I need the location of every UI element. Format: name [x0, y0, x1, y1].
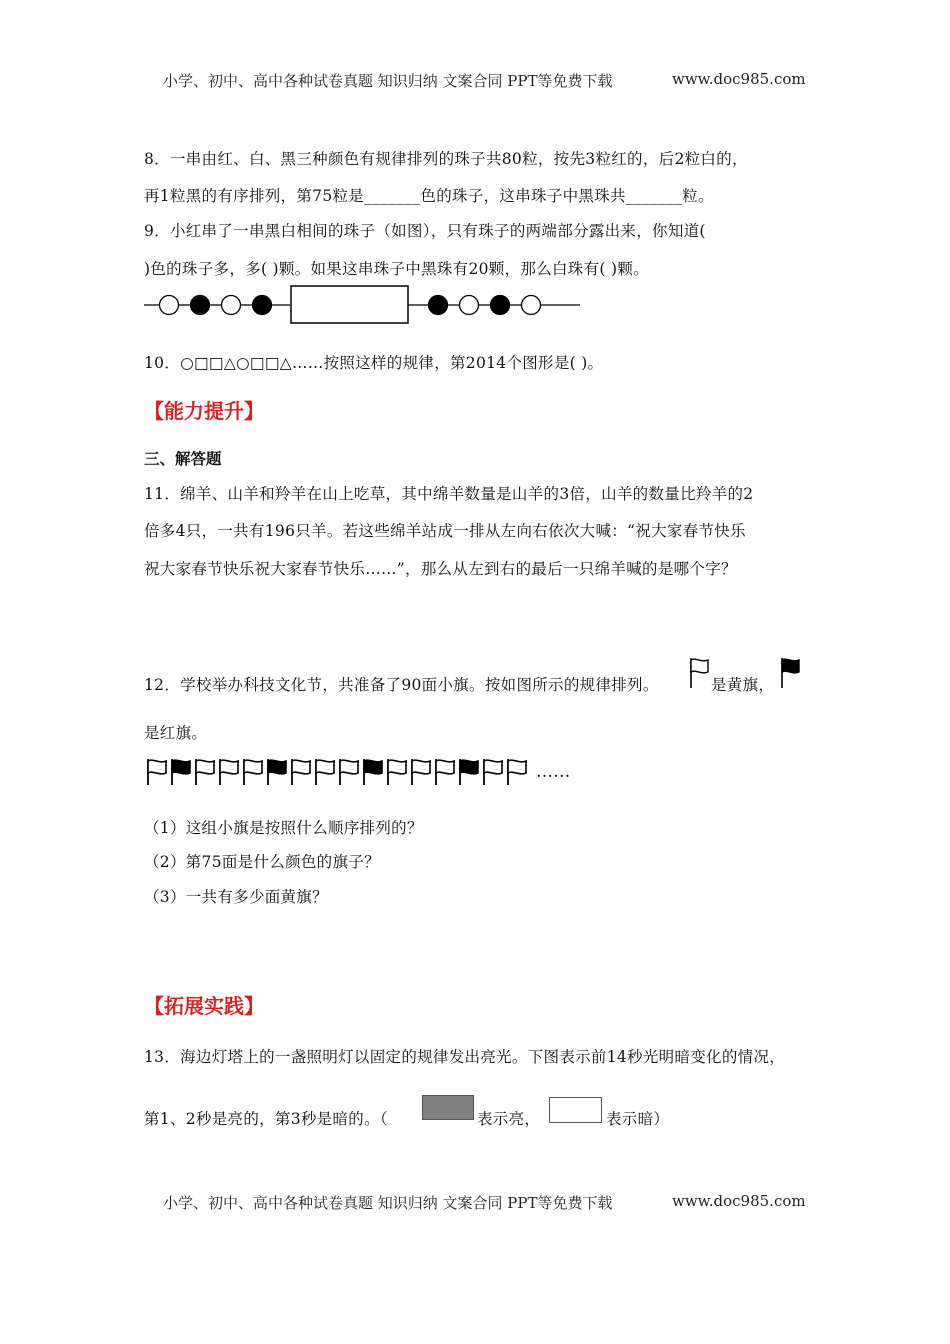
yellow-flag-icon	[484, 759, 502, 785]
bright-legend-box	[422, 1095, 474, 1120]
q12-intro: 12．学校举办科技文化节，共准备了90面小旗。按如图所示的规律排列。	[144, 676, 659, 694]
yellow-flag-icon	[689, 656, 711, 690]
page-header	[163, 70, 613, 91]
yellow-flag-icon	[148, 759, 166, 785]
bead-diagram	[140, 282, 590, 328]
q12-yellow-label: 是黄旗，	[711, 676, 775, 694]
red-flag-icon	[780, 656, 802, 690]
yellow-flag-icon	[340, 759, 358, 785]
dark-legend-box	[549, 1097, 602, 1123]
bead-cover-box	[291, 286, 408, 323]
q10-text: 10．○□□△○□□△……按照这样的规律，第2014个图形是( )。	[144, 354, 604, 372]
q12-sub1: （1）这组小旗是按照什么顺序排列的？	[144, 819, 423, 837]
red-flag-icon	[364, 759, 382, 785]
black-bead	[429, 296, 448, 315]
q9-line2: )色的珠子多，多( )颗。如果这串珠子中黑珠有20颗，那么白珠有( )颗。	[144, 260, 649, 278]
white-bead	[222, 296, 241, 315]
q11-line2: 倍多4只，一共有196只羊。若这些绵羊站成一排从左向右依次大喊：“祝大家春节快乐	[144, 522, 746, 540]
yellow-flag-icon	[196, 759, 214, 785]
header-site[interactable]: www.doc985.com	[672, 70, 806, 88]
footer-text: 小学、初中、高中各种试卷真题 知识归纳 文案合同 PPT等免费下载	[163, 1194, 613, 1212]
q13-line1: 13．海边灯塔上的一盏照明灯以固定的规律发出亮光。下图表示前14秒光明暗变化的情况，	[144, 1048, 786, 1066]
q13-bright-label: 表示亮，	[477, 1110, 541, 1128]
white-bead	[522, 296, 541, 315]
q13-dark-label: 表示暗）	[606, 1110, 670, 1128]
q12-red-label: 是红旗。	[144, 724, 208, 742]
yellow-flag-icon	[220, 759, 238, 785]
red-flag-icon	[460, 759, 478, 785]
white-bead	[460, 296, 479, 315]
flag-sequence-ellipsis: ……	[536, 762, 571, 782]
red-flag-icon	[172, 759, 190, 785]
yellow-flag-icon	[388, 759, 406, 785]
header-text: 小学、初中、高中各种试卷真题 知识归纳 文案合同 PPT等免费下载	[163, 72, 613, 90]
q9-line1: 9．小红串了一串黑白相间的珠子（如图），只有珠子的两端部分露出来，你知道(	[144, 222, 706, 240]
footer-site[interactable]: www.doc985.com	[672, 1192, 806, 1210]
yellow-flag-icon	[508, 759, 526, 785]
part3-title: 三、解答题	[144, 450, 222, 468]
q8-line1: 8．一串由红、白、黑三种颜色有规律排列的珠子共80粒，按先3粒红的，后2粒白的，	[144, 150, 748, 168]
yellow-flag-icon	[436, 759, 454, 785]
red-flag-icon	[268, 759, 286, 785]
yellow-flag-icon	[292, 759, 310, 785]
q8-line2: 再1粒黑的有序排列，第75粒是_______色的珠子，这串珠子中黑珠共_______粒。	[144, 187, 714, 205]
yellow-flag-icon	[244, 759, 262, 785]
q11-line3: 祝大家春节快乐祝大家春节快乐……”，那么从左到右的最后一只绵羊喊的是哪个字？	[144, 560, 737, 578]
white-bead	[160, 296, 179, 315]
black-bead	[491, 296, 510, 315]
section-extend-title: 【拓展实践】	[144, 994, 264, 1018]
black-bead	[191, 296, 210, 315]
page-footer	[163, 1192, 613, 1213]
section-ability-title: 【能力提升】	[144, 399, 264, 423]
flag-sequence	[146, 756, 536, 788]
yellow-flag-icon	[316, 759, 334, 785]
q12-sub2: （2）第75面是什么颜色的旗子？	[144, 853, 380, 871]
q12-sub3: （3）一共有多少面黄旗？	[144, 888, 328, 906]
q13-line2: 第1、2秒是亮的，第3秒是暗的。（	[144, 1110, 388, 1128]
black-bead	[253, 296, 272, 315]
q11-line1: 11．绵羊、山羊和羚羊在山上吃草，其中绵羊数量是山羊的3倍，山羊的数量比羚羊的2	[144, 485, 754, 503]
yellow-flag-icon	[412, 759, 430, 785]
